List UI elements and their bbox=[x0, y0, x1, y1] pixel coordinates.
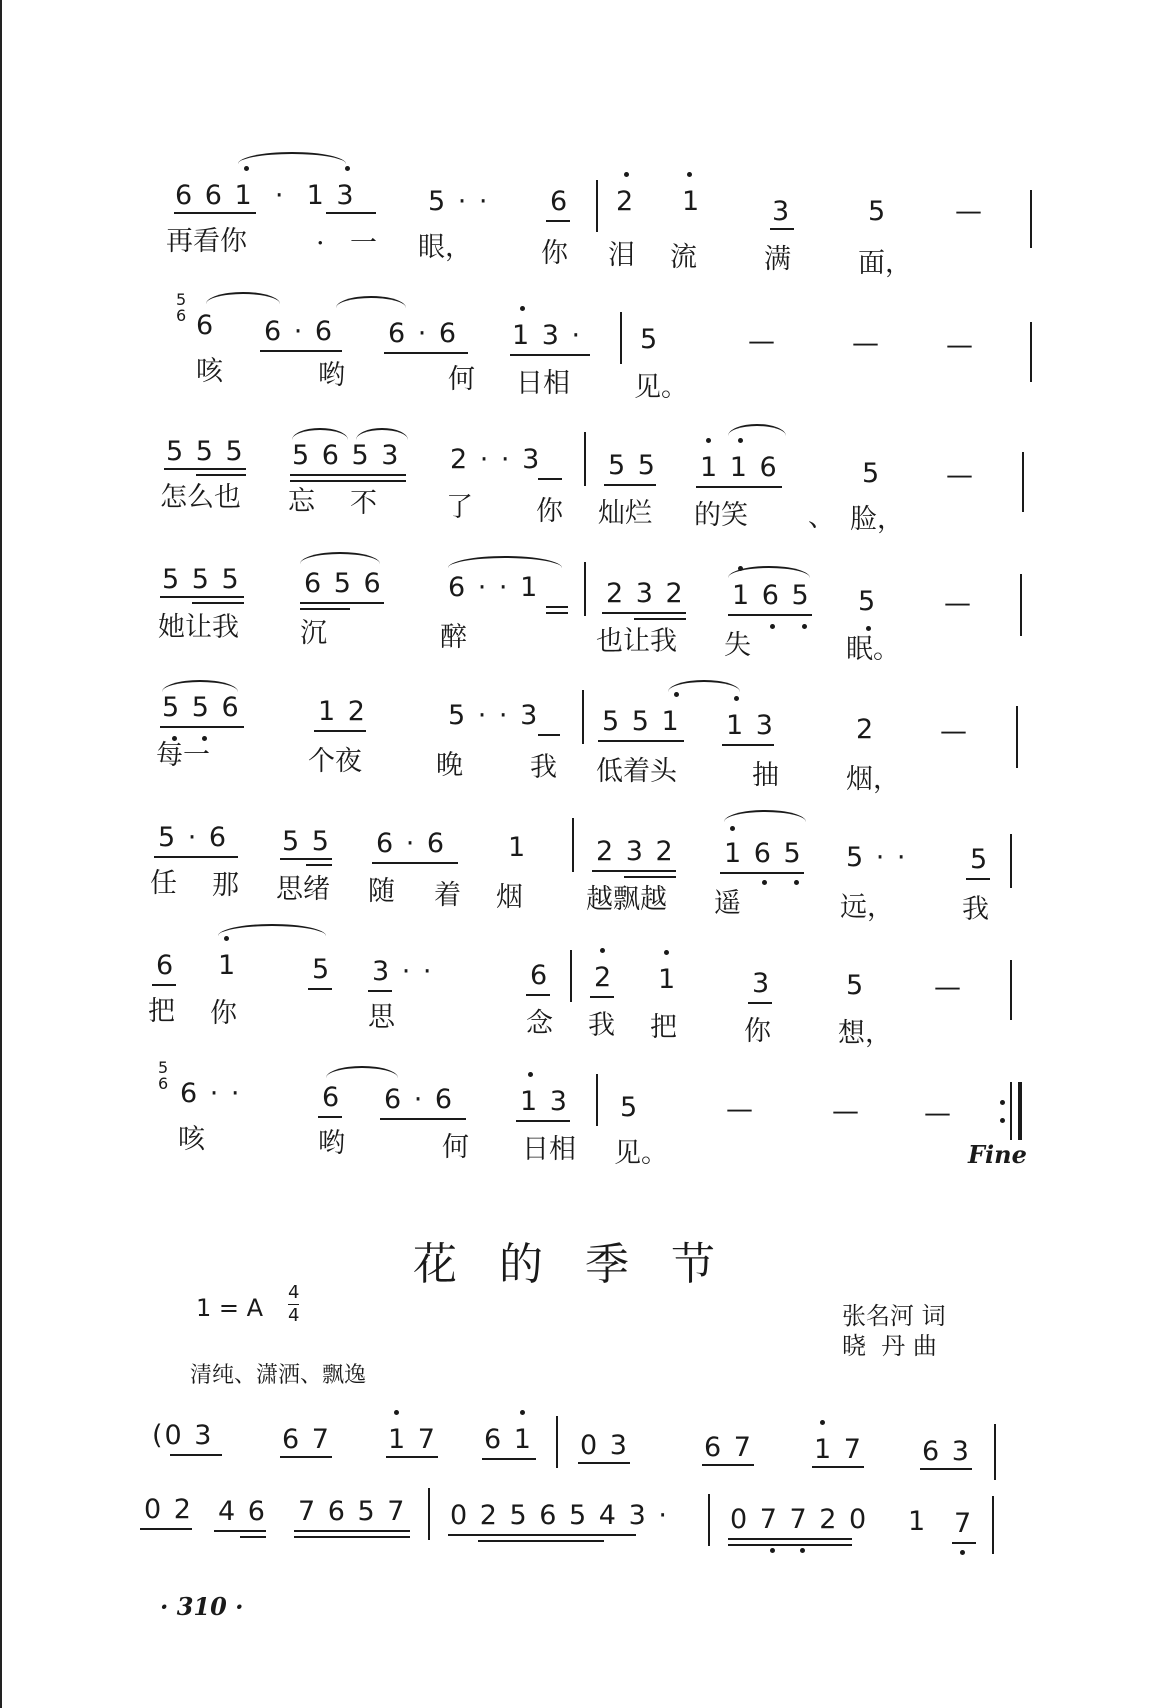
note-group: — bbox=[924, 1098, 953, 1129]
note-group: 1 7 bbox=[814, 1434, 863, 1465]
beam bbox=[546, 606, 568, 608]
lyric: 脸， bbox=[850, 504, 904, 535]
beam bbox=[196, 474, 246, 476]
beam bbox=[516, 1120, 570, 1122]
note-group: 6 · 6 bbox=[376, 828, 447, 859]
note-group: 5 bbox=[970, 844, 990, 875]
beam bbox=[748, 1002, 772, 1004]
lyricist-credit: 张名河 词 bbox=[842, 1302, 946, 1330]
lyric: 你 bbox=[210, 998, 237, 1029]
note-group: 1 3 · bbox=[512, 320, 583, 351]
note-group: 7 6 5 7 bbox=[298, 1496, 407, 1527]
lyric: 咳 bbox=[196, 356, 223, 387]
note-group: 0 2 5 6 5 4 3 · bbox=[450, 1500, 669, 1531]
beam bbox=[290, 480, 406, 482]
beam bbox=[300, 602, 384, 604]
lyric: 咳 bbox=[178, 1124, 205, 1155]
beam bbox=[164, 468, 246, 470]
note-group: 1 6 5 bbox=[724, 838, 803, 869]
octave-dot bbox=[520, 306, 525, 311]
note-group: — bbox=[852, 328, 881, 359]
slur bbox=[724, 810, 806, 822]
lyric: 何 bbox=[442, 1132, 469, 1163]
note-group: 5 5 1 bbox=[602, 706, 681, 737]
note-group: 6 bbox=[196, 310, 216, 341]
beam bbox=[294, 1530, 410, 1532]
key-signature: 1 = A bbox=[196, 1294, 264, 1322]
beam bbox=[578, 1462, 630, 1464]
note-group: — bbox=[748, 326, 777, 357]
slur bbox=[326, 1066, 398, 1078]
note-group: 2 3 2 bbox=[596, 836, 675, 867]
meter-bottom: 4 bbox=[288, 1305, 300, 1326]
note-group: 6 · · bbox=[180, 1078, 242, 1109]
beam bbox=[380, 1118, 466, 1120]
lyric: 不 bbox=[350, 488, 377, 519]
lyric: 何 bbox=[448, 364, 475, 395]
beam bbox=[592, 870, 676, 872]
octave-dot bbox=[730, 826, 735, 831]
lyric: 沉 bbox=[300, 618, 327, 649]
note-group: 5 bbox=[868, 196, 888, 227]
beam bbox=[314, 730, 366, 732]
barline bbox=[428, 1488, 430, 1540]
beam bbox=[624, 876, 676, 878]
note-group: 1 3 bbox=[726, 710, 775, 741]
octave-dot bbox=[706, 438, 711, 443]
note-group: 6 1 bbox=[484, 1424, 533, 1455]
octave-dot bbox=[770, 1548, 775, 1553]
lyric: 抽 bbox=[752, 760, 779, 791]
note-group: 1 bbox=[908, 1506, 928, 1537]
lyric: 醉 bbox=[440, 622, 467, 653]
note-group: — bbox=[832, 1096, 861, 1127]
beam bbox=[152, 984, 176, 986]
barline bbox=[1010, 960, 1012, 1020]
note-group: — bbox=[955, 196, 984, 227]
beam bbox=[214, 1530, 266, 1532]
lyric: 念 bbox=[526, 1008, 553, 1039]
lyric: 了 bbox=[446, 492, 473, 523]
note-group: 5 · · bbox=[846, 842, 908, 873]
lyric: 我 bbox=[588, 1010, 615, 1041]
beam bbox=[192, 602, 244, 604]
note-group: 5 bbox=[640, 324, 660, 355]
lyric: 我 bbox=[962, 894, 989, 925]
note-group: 3 bbox=[752, 968, 772, 999]
beam bbox=[702, 1464, 754, 1466]
beam bbox=[728, 614, 812, 616]
octave-dot bbox=[528, 1072, 533, 1077]
octave-dot bbox=[624, 172, 629, 177]
note-group: 1 2 bbox=[318, 696, 367, 727]
octave-dot bbox=[520, 1410, 525, 1415]
slur bbox=[448, 556, 562, 568]
octave-dot bbox=[244, 166, 249, 171]
lyric: 哟 bbox=[318, 1128, 345, 1159]
note-group: 5 5 5 bbox=[166, 436, 245, 467]
beam bbox=[386, 1456, 438, 1458]
octave-dot bbox=[802, 624, 807, 629]
octave-dot bbox=[770, 624, 775, 629]
note-group: 2 · · 3 bbox=[450, 444, 542, 475]
lyric: 把 bbox=[148, 996, 175, 1027]
barline bbox=[1010, 834, 1012, 888]
note-group: 5 · · bbox=[428, 186, 490, 217]
slur bbox=[162, 680, 238, 692]
lyric: 你 bbox=[744, 1016, 771, 1047]
note-group: 6 bbox=[530, 960, 550, 991]
lyric: 你 bbox=[541, 238, 568, 269]
tempo-marking: 清纯、潇洒、飘逸 bbox=[190, 1363, 367, 1388]
beam bbox=[812, 1466, 864, 1468]
note-group: 5 bbox=[862, 458, 882, 489]
note-group: 5 5 5 bbox=[162, 564, 241, 595]
note-group: 5 · 6 bbox=[158, 822, 229, 853]
lyric: 遥 bbox=[714, 888, 741, 919]
barline bbox=[1030, 322, 1032, 382]
note-group: 2 bbox=[856, 714, 876, 745]
beam bbox=[526, 994, 550, 996]
octave-dot bbox=[674, 692, 679, 697]
beam bbox=[538, 734, 560, 736]
lyric: 也让我 bbox=[596, 626, 677, 657]
note-group: 3 · · bbox=[372, 956, 434, 987]
lyric: 每一 bbox=[156, 740, 210, 771]
note-group: 2 3 2 bbox=[606, 578, 685, 609]
note-group: 1 bbox=[218, 950, 238, 981]
note-group: — bbox=[934, 972, 963, 1003]
note-group: 0 2 bbox=[144, 1494, 193, 1525]
meter-top: 4 bbox=[288, 1282, 300, 1303]
lyric: 失 bbox=[724, 630, 751, 661]
note-group: — bbox=[946, 460, 975, 491]
note-group: 3 bbox=[772, 196, 792, 227]
barline bbox=[596, 180, 598, 232]
beam bbox=[160, 726, 244, 728]
beam bbox=[368, 990, 392, 992]
barline bbox=[1010, 1082, 1012, 1140]
note-group: 1 1 6 bbox=[700, 452, 779, 483]
note-group: 2 bbox=[594, 962, 614, 993]
grace-note: 5 6 bbox=[176, 290, 187, 325]
beam bbox=[920, 1468, 972, 1470]
beam bbox=[300, 608, 350, 610]
note-group: 1 3 bbox=[520, 1086, 569, 1117]
note-group: — bbox=[940, 716, 969, 747]
octave-dot bbox=[224, 936, 229, 941]
octave-dot bbox=[345, 166, 350, 171]
beam bbox=[478, 1540, 604, 1542]
octave-dot bbox=[960, 1550, 965, 1555]
note-group: 2 bbox=[616, 186, 636, 217]
beam bbox=[728, 1544, 852, 1546]
beam bbox=[546, 220, 570, 222]
lyric: 灿烂 bbox=[598, 498, 652, 529]
slur bbox=[336, 296, 406, 308]
barline bbox=[570, 950, 572, 1002]
beam bbox=[546, 612, 568, 614]
slur bbox=[206, 292, 280, 304]
beam bbox=[170, 1454, 222, 1456]
octave-dot bbox=[394, 1410, 399, 1415]
beam bbox=[602, 612, 686, 614]
beam bbox=[306, 864, 332, 866]
beam bbox=[770, 228, 794, 230]
octave-dot bbox=[866, 626, 871, 631]
lyric: 泪 bbox=[608, 240, 635, 271]
barline bbox=[596, 1074, 598, 1126]
lyric: 你 bbox=[536, 496, 563, 527]
octave-dot bbox=[794, 880, 799, 885]
slur bbox=[356, 428, 408, 440]
beam bbox=[240, 1536, 266, 1538]
lyric: · bbox=[316, 228, 325, 259]
lyric: 烟 bbox=[496, 882, 523, 913]
beam bbox=[538, 478, 562, 480]
barline bbox=[994, 1424, 996, 1480]
barline bbox=[1022, 452, 1024, 512]
beam bbox=[966, 878, 990, 880]
note-group: 1 7 bbox=[388, 1424, 437, 1455]
beam bbox=[482, 1458, 536, 1460]
note-group: 6 · · 1 bbox=[448, 572, 540, 603]
barline bbox=[582, 690, 584, 744]
beam bbox=[154, 856, 238, 858]
note-group: — bbox=[946, 330, 975, 361]
final-barline bbox=[1018, 1082, 1022, 1140]
note-group: 5 6 5 3 bbox=[292, 440, 401, 471]
barline bbox=[1030, 190, 1032, 248]
lyric: 低着头 bbox=[596, 756, 677, 787]
beam bbox=[696, 486, 782, 488]
barline bbox=[708, 1494, 710, 1546]
note-group: 5 bbox=[620, 1092, 640, 1123]
beam bbox=[634, 618, 686, 620]
lyric: 的笑 bbox=[694, 500, 748, 531]
lyric: 任 bbox=[150, 868, 177, 899]
barline bbox=[584, 562, 586, 616]
lyric: 思 bbox=[368, 1002, 395, 1033]
lyric: 眠。 bbox=[846, 634, 900, 665]
octave-dot bbox=[734, 696, 739, 701]
barline bbox=[556, 1416, 558, 1468]
lyric: 远， bbox=[840, 892, 894, 923]
lyric: 哟 bbox=[318, 360, 345, 391]
beam bbox=[590, 996, 614, 998]
octave-dot bbox=[738, 566, 743, 571]
composer-credit: 晓 丹 曲 bbox=[842, 1332, 937, 1360]
note-group: 6 bbox=[322, 1082, 342, 1113]
note-group: 0 7 7 2 0 bbox=[730, 1504, 869, 1535]
octave-dot bbox=[762, 880, 767, 885]
lyric: 把 bbox=[650, 1012, 677, 1043]
lyric: 思绪 bbox=[276, 874, 330, 905]
beam bbox=[384, 352, 468, 354]
note-group: 6 6 1 · 1 3 bbox=[175, 180, 356, 211]
lyric: 日相 bbox=[516, 368, 570, 399]
beam bbox=[598, 740, 684, 742]
song-title: 花的季节 bbox=[413, 1239, 757, 1290]
note-group: 6 bbox=[156, 950, 176, 981]
barline bbox=[1016, 706, 1018, 768]
octave-dot bbox=[687, 172, 692, 177]
lyric: 想， bbox=[838, 1018, 892, 1049]
lyric: 晚 bbox=[436, 750, 463, 781]
lyric: 面， bbox=[858, 248, 912, 279]
beam bbox=[952, 1542, 976, 1544]
note-group: 5 bbox=[846, 970, 866, 1001]
time-signature bbox=[288, 1282, 299, 1327]
note-group: 5 · · 3 bbox=[448, 700, 540, 731]
note-group: 5 bbox=[312, 954, 332, 985]
note-group: 1 bbox=[682, 186, 702, 217]
page-number: · 310 · bbox=[160, 1592, 244, 1621]
beam bbox=[260, 350, 342, 352]
lyric: 那 bbox=[212, 870, 239, 901]
lyric: 满 bbox=[764, 244, 791, 275]
slur bbox=[292, 428, 348, 440]
note-group: 6 3 bbox=[922, 1436, 971, 1467]
slur bbox=[668, 680, 740, 692]
beam bbox=[604, 484, 656, 486]
note-group: (0 3 bbox=[152, 1420, 214, 1451]
lyric: 烟， bbox=[846, 764, 900, 795]
beam bbox=[280, 1456, 332, 1458]
slur bbox=[218, 924, 326, 936]
note-group: 1 6 5 bbox=[732, 580, 811, 611]
lyric: 我 bbox=[530, 752, 557, 783]
lyric: 、 bbox=[808, 502, 835, 533]
grace-note: 5 6 bbox=[158, 1058, 169, 1093]
note-group: 5 5 6 bbox=[162, 692, 241, 723]
fine-marking: Fine bbox=[968, 1140, 1027, 1169]
octave-dot bbox=[738, 438, 743, 443]
page-edge bbox=[0, 0, 2, 1708]
lyric: 再看你 bbox=[166, 226, 247, 257]
note-group: 0 3 bbox=[580, 1430, 629, 1461]
lyric: 着 bbox=[434, 880, 461, 911]
slur bbox=[238, 152, 346, 164]
note-group: 4 6 bbox=[218, 1496, 267, 1527]
note-group: 7 bbox=[954, 1508, 974, 1539]
barline bbox=[1020, 574, 1022, 636]
slur bbox=[728, 424, 786, 436]
beam bbox=[372, 862, 458, 864]
beam bbox=[510, 354, 590, 356]
octave-dot bbox=[664, 950, 669, 955]
octave-dot bbox=[800, 1548, 805, 1553]
note-group: 6 bbox=[550, 186, 570, 217]
repeat-dot bbox=[1000, 1118, 1005, 1123]
beam bbox=[722, 744, 774, 746]
repeat-dot bbox=[1000, 1100, 1005, 1105]
lyric: 怎么也 bbox=[160, 482, 241, 513]
note-group: — bbox=[944, 588, 973, 619]
lyric: 个夜 bbox=[308, 746, 362, 777]
beam bbox=[728, 1538, 852, 1540]
barline bbox=[572, 818, 574, 872]
note-group: 6 7 bbox=[282, 1424, 331, 1455]
beam bbox=[280, 858, 332, 860]
beam bbox=[318, 1116, 342, 1118]
lyric: 见。 bbox=[614, 1138, 668, 1169]
lyric: 随 bbox=[368, 876, 395, 907]
note-group: 5 5 bbox=[282, 826, 331, 857]
beam bbox=[326, 212, 376, 214]
beam bbox=[290, 474, 406, 476]
note-group: 5 bbox=[858, 586, 878, 617]
lyric: 她让我 bbox=[158, 612, 239, 643]
note-group: 5 5 bbox=[608, 450, 657, 481]
note-group: 6 5 6 bbox=[304, 568, 383, 599]
lyric: 流 bbox=[670, 242, 697, 273]
lyric: 见。 bbox=[634, 372, 688, 403]
lyric: 一 bbox=[350, 228, 377, 259]
octave-dot bbox=[600, 948, 605, 953]
beam bbox=[160, 596, 244, 598]
beam bbox=[720, 872, 804, 874]
barline bbox=[584, 432, 586, 486]
beam bbox=[140, 1528, 192, 1530]
octave-dot bbox=[820, 1420, 825, 1425]
lyric: 眼， bbox=[418, 232, 472, 263]
note-group: 6 7 bbox=[704, 1432, 753, 1463]
note-group: 1 bbox=[658, 964, 678, 995]
lyric: 越飘越 bbox=[586, 884, 667, 915]
lyric: 忘 bbox=[288, 486, 315, 517]
note-group: — bbox=[726, 1094, 755, 1125]
beam bbox=[448, 1534, 636, 1536]
barline bbox=[992, 1496, 994, 1554]
beam bbox=[308, 988, 332, 990]
note-group: 1 bbox=[508, 832, 528, 863]
note-group: 6 · 6 bbox=[388, 318, 459, 349]
slur bbox=[300, 552, 380, 564]
lyric: 日相 bbox=[522, 1134, 576, 1165]
note-group: 6 · 6 bbox=[264, 316, 335, 347]
beam bbox=[294, 1536, 410, 1538]
note-group: 6 · 6 bbox=[384, 1084, 455, 1115]
barline bbox=[620, 312, 622, 364]
beam bbox=[174, 212, 256, 214]
